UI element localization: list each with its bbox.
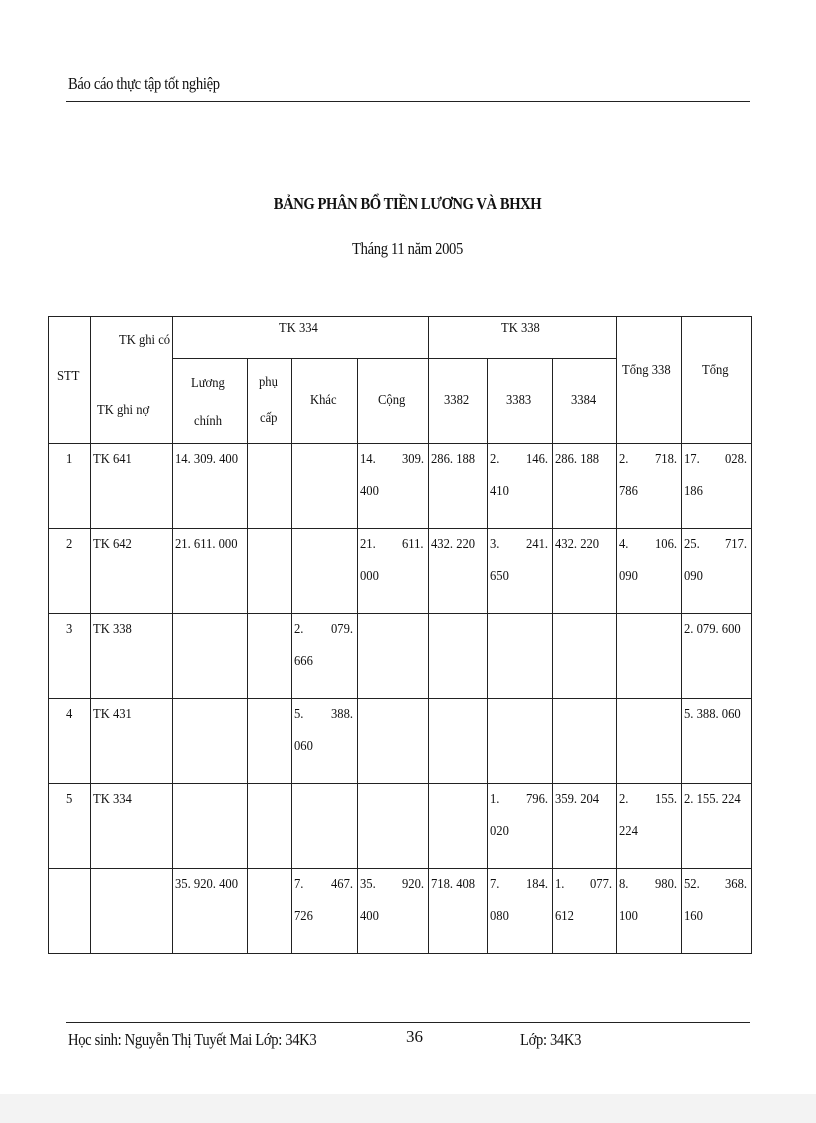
document-title (0, 194, 816, 214)
cell-phucap (248, 784, 292, 869)
cell-tong (682, 444, 752, 529)
cell-value: TK 338 (93, 622, 132, 637)
cell-value: 2. 155. 224 (684, 792, 741, 807)
header-stt: STT (49, 317, 91, 444)
table-row (49, 444, 752, 529)
cell-c3384 (553, 784, 617, 869)
cell-tong338 (617, 699, 682, 784)
cell-phucap (248, 529, 292, 614)
cell-luong (173, 784, 248, 869)
header-group-338: TK 338 (429, 317, 617, 359)
cell-part: 020 (490, 824, 509, 839)
cell-c3384 (553, 529, 617, 614)
header-tong-338: Tổng 338 (617, 317, 682, 444)
cell-cong (358, 869, 429, 954)
cell-luong (173, 614, 248, 699)
cell-stt (49, 444, 91, 529)
table-row (49, 699, 752, 784)
cell-part: 309. (401, 452, 424, 467)
cell-value: TK 431 (93, 707, 132, 722)
cell-tk (91, 529, 173, 614)
cell-c3383 (488, 869, 553, 954)
cell-value: 2. 079. 600 (684, 622, 741, 637)
cell-part: 650 (490, 569, 509, 584)
cell-c3382 (429, 614, 488, 699)
table-row (49, 784, 752, 869)
cell-c3382 (429, 869, 488, 954)
cell-cong (358, 529, 429, 614)
cell-tong338 (617, 784, 682, 869)
cell-part: 1. (490, 792, 500, 807)
header-cong: Cộng (358, 359, 429, 444)
cell-part: 090 (619, 569, 638, 584)
cell-part: 717. (724, 537, 747, 552)
title-text: BẢNG PHÂN BỔ TIỀN LƯƠNG VÀ BHXH (274, 194, 542, 213)
header-tk-ghi-no: TK ghi nợ (97, 403, 150, 418)
cell-part: 077. (589, 877, 612, 892)
cell-part: 920. (401, 877, 424, 892)
cell-tong (682, 784, 752, 869)
cell-cong (358, 699, 429, 784)
cell-part: 241. (525, 537, 548, 552)
cell-tk (91, 444, 173, 529)
cell-c3384 (553, 869, 617, 954)
cell-khac (292, 699, 358, 784)
cell-stt (49, 699, 91, 784)
cell-part: 100 (619, 909, 638, 924)
cell-cong (358, 614, 429, 699)
cell-value: 5 (66, 792, 73, 807)
cell-khac (292, 869, 358, 954)
cell-part: 52. (684, 877, 700, 892)
cell-part: 388. (330, 707, 353, 722)
cell-c3383 (488, 444, 553, 529)
cell-c3383 (488, 529, 553, 614)
cell-part: 2. (294, 622, 304, 637)
cell-part: 400 (360, 909, 379, 924)
cell-tk (91, 699, 173, 784)
cell-part: 2. (490, 452, 500, 467)
cell-part: 666 (294, 654, 313, 669)
page-bottom-edge (0, 1094, 816, 1123)
cell-tong338 (617, 869, 682, 954)
cell-part: 786 (619, 484, 638, 499)
cell-c3383 (488, 699, 553, 784)
subtitle-text: Tháng 11 năm 2005 (352, 239, 464, 258)
table-row (49, 869, 752, 954)
header-group-334: TK 334 (173, 317, 429, 359)
cell-part: 060 (294, 739, 313, 754)
cell-phucap (248, 869, 292, 954)
cell-phucap (248, 444, 292, 529)
cell-part: 3. (490, 537, 500, 552)
cell-c3383 (488, 614, 553, 699)
cell-c3382 (429, 529, 488, 614)
cell-luong (173, 869, 248, 954)
page-header: Báo cáo thực tập tốt nghiệp (68, 74, 220, 93)
cell-part: 2. (619, 792, 629, 807)
cell-part: 090 (684, 569, 703, 584)
table-row (49, 614, 752, 699)
document-subtitle (0, 239, 816, 259)
cell-part: 17. (684, 452, 700, 467)
cell-khac (292, 529, 358, 614)
cell-khac (292, 614, 358, 699)
cell-luong (173, 699, 248, 784)
cell-part: 25. (684, 537, 700, 552)
cell-value: 5. 388. 060 (684, 707, 741, 722)
cell-part: 028. (724, 452, 747, 467)
cell-part: 14. (360, 452, 376, 467)
footer-rule (66, 1022, 750, 1023)
footer-class: Lớp: 34K3 (520, 1030, 582, 1049)
cell-value: 3 (66, 622, 73, 637)
cell-tong (682, 614, 752, 699)
cell-part: 080 (490, 909, 509, 924)
cell-c3383 (488, 784, 553, 869)
cell-value: 432. 220 (431, 537, 476, 552)
cell-luong (173, 529, 248, 614)
cell-stt (49, 784, 91, 869)
cell-part: 1. (555, 877, 565, 892)
cell-value: TK 334 (93, 792, 132, 807)
cell-part: 146. (525, 452, 548, 467)
cell-part: 718. (654, 452, 677, 467)
cell-tk (91, 869, 173, 954)
cell-tong338 (617, 444, 682, 529)
cell-value: 286. 188 (555, 452, 600, 467)
cell-part: 7. (490, 877, 500, 892)
cell-stt (49, 529, 91, 614)
header-luong-chinh: Lương chính (173, 359, 248, 444)
cell-c3384 (553, 444, 617, 529)
cell-part: 106. (654, 537, 677, 552)
cell-part: 186 (684, 484, 703, 499)
cell-luong (173, 444, 248, 529)
cell-value: 432. 220 (555, 537, 600, 552)
cell-part: 467. (330, 877, 353, 892)
cell-phucap (248, 699, 292, 784)
cell-cong (358, 784, 429, 869)
cell-tong (682, 529, 752, 614)
table-row (49, 529, 752, 614)
cell-part: 400 (360, 484, 379, 499)
cell-part: 796. (525, 792, 548, 807)
cell-khac (292, 784, 358, 869)
cell-value: 2 (66, 537, 73, 552)
cell-c3384 (553, 614, 617, 699)
header-3383: 3383 (488, 359, 553, 444)
cell-part: 000 (360, 569, 379, 584)
cell-part: 612 (555, 909, 574, 924)
cell-value: 286. 188 (431, 452, 476, 467)
cell-tong338 (617, 529, 682, 614)
header-3384: 3384 (553, 359, 617, 444)
cell-part: 368. (724, 877, 747, 892)
cell-part: 4. (619, 537, 629, 552)
cell-part: 21. (360, 537, 376, 552)
header-rule (66, 101, 750, 102)
cell-cong (358, 444, 429, 529)
cell-value: 359. 204 (555, 792, 600, 807)
cell-c3384 (553, 699, 617, 784)
cell-part: 410 (490, 484, 509, 499)
cell-part: 160 (684, 909, 703, 924)
cell-part: 8. (619, 877, 629, 892)
cell-part: 980. (654, 877, 677, 892)
cell-part: 079. (330, 622, 353, 637)
cell-part: 7. (294, 877, 304, 892)
cell-value: 4 (66, 707, 73, 722)
header-account (91, 317, 173, 444)
cell-c3382 (429, 784, 488, 869)
cell-part: 5. (294, 707, 304, 722)
cell-tong (682, 699, 752, 784)
table-body (49, 444, 752, 954)
cell-part: 184. (525, 877, 548, 892)
cell-tong338 (617, 614, 682, 699)
cell-stt (49, 614, 91, 699)
cell-tk (91, 784, 173, 869)
cell-value: TK 641 (93, 452, 132, 467)
cell-phucap (248, 614, 292, 699)
cell-part: 2. (619, 452, 629, 467)
cell-value: TK 642 (93, 537, 132, 552)
cell-khac (292, 444, 358, 529)
header-3382: 3382 (429, 359, 488, 444)
header-tk-ghi-co: TK ghi có (119, 333, 171, 348)
cell-c3382 (429, 444, 488, 529)
footer-student: Học sinh: Nguyễn Thị Tuyết Mai Lớp: 34K3 (68, 1030, 317, 1049)
cell-part: 611. (402, 537, 424, 552)
cell-tk (91, 614, 173, 699)
cell-value: 35. 920. 400 (175, 877, 238, 892)
cell-tong (682, 869, 752, 954)
cell-part: 35. (360, 877, 376, 892)
page-number: 36 (406, 1027, 423, 1046)
allocation-table (48, 316, 752, 954)
cell-c3382 (429, 699, 488, 784)
cell-value: 718. 408 (431, 877, 476, 892)
cell-value: 21. 611. 000 (175, 537, 238, 552)
header-khac: Khác (292, 359, 358, 444)
cell-part: 155. (654, 792, 677, 807)
cell-part: 726 (294, 909, 313, 924)
cell-part: 224 (619, 824, 638, 839)
cell-value: 1 (66, 452, 73, 467)
header-tong: Tổng (682, 317, 752, 444)
cell-value: 14. 309. 400 (175, 452, 238, 467)
header-phu-cap: phụ cấp (248, 359, 292, 444)
cell-stt (49, 869, 91, 954)
